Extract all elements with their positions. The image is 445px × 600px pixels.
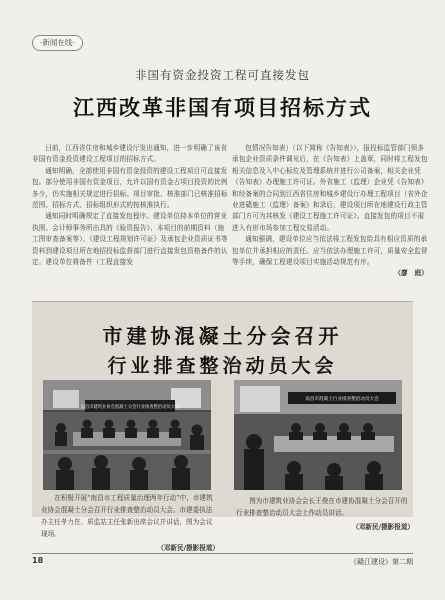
feature-title-line-1: 市建协混凝土分会召开 xyxy=(102,324,343,348)
footer-divider xyxy=(32,553,413,554)
photo-left-banner-text: 南昌市建筑业协会混凝土分会行业排查整治动员大会 xyxy=(80,405,180,410)
caption-text: 在积极开展“南昌市工程质量治理两年行动”中，市建筑业协会混凝土分会召开行业排查整治动员大会。市建委执法办主任孝力在、质监站主任张新出席会议并讲话，图为会议现场。 xyxy=(41,494,213,538)
meeting-photo-left-image xyxy=(43,380,211,490)
article-subtitle: 非国有资金投资工程可直接发包 xyxy=(135,68,310,82)
article-headline: 江西改革非国有项目招标方式 xyxy=(73,96,372,120)
caption-credit: （邓新民/摄影报道） xyxy=(352,523,414,531)
article-paragraph: 通知同时明确规定了直接发包程序。建设单位持本单位的营业执照、会计师事务所出具的《验资报告》、本项目的前期资料（施工图审查备案等）、《建设工程规划许可证》及承包企业资质证书等资料到建设项目所在地招投标监督部门进行直接发包资格备件的认定。建设单位将备件（工程直接发 xyxy=(32,212,228,267)
article-byline: （廖 庭） xyxy=(394,269,428,278)
meeting-photo-right xyxy=(234,380,402,490)
photo-caption-left xyxy=(41,492,219,554)
section-tag: ·新闻在线· xyxy=(32,35,83,51)
meeting-photo-right-image xyxy=(234,380,402,490)
page-number: 18 xyxy=(32,556,44,565)
article-column-left xyxy=(32,143,228,303)
photo-caption-right xyxy=(236,495,414,533)
article-column-right xyxy=(232,143,428,313)
feature-title-line-2: 行业排查整治动员大会 xyxy=(107,355,338,377)
article-paragraph: 通知强调，建设单位应当依法将工程发包给具有相应资质的承包单位并承担相应的责任。应当依法办理施工许可，质量安全监督等手续，确保工程建设项目实施活动规范有序。 xyxy=(232,235,428,267)
article-paragraph: 包情况告知表）（以下简称《告知表》），报投标监管部门领多承包企业资质条件调见后，在《告知表》上盖章，同时将工程发包相关信息及入中心标位及管理系统并进行公司备案，相关企业凭《告知表》办理施工许可证。外省施工（监理）企业凭《告知表》和经备案的合同到江西省住房和城乡建设厅办理工程项目（省外企业进赣施工（监理）备案》和录后，建设项目所在地建设行政主管部门方可为其核发《建设工程施工许可证》。直接发包的项目不需进入有形市场参加工程交易活动。 xyxy=(232,144,428,232)
journal-title: 《赣江建设》第二期 xyxy=(350,558,413,566)
article-paragraph: 日前，江西省住房和城乡建设厅发出通知，进一步明确了该省非国有资金投资建设工程项目的招标方式。 xyxy=(32,144,228,164)
caption-credit: （邓新民/摄影报道） xyxy=(157,544,219,552)
photo-right-banner-text: 南昌市混凝土行业排查整治动员大会 xyxy=(305,397,379,402)
meeting-photo-left xyxy=(43,380,211,490)
caption-text: 图为市建筑业协会会长王俊在市建协混凝土分会召开的行业排查整治动员大会上作动员讲话。 xyxy=(236,497,408,517)
article-paragraph: 通知明确，全部使用非国有资金投资的建设工程项目可直接发包。部分使用非国有资金项目，允许以国有资金占项目投资的比例多少，仍实施相关规定进行招标。项目审批、核准部门已核准招标范围、招标方式、招标组织形式的按核准执行。 xyxy=(32,166,228,210)
